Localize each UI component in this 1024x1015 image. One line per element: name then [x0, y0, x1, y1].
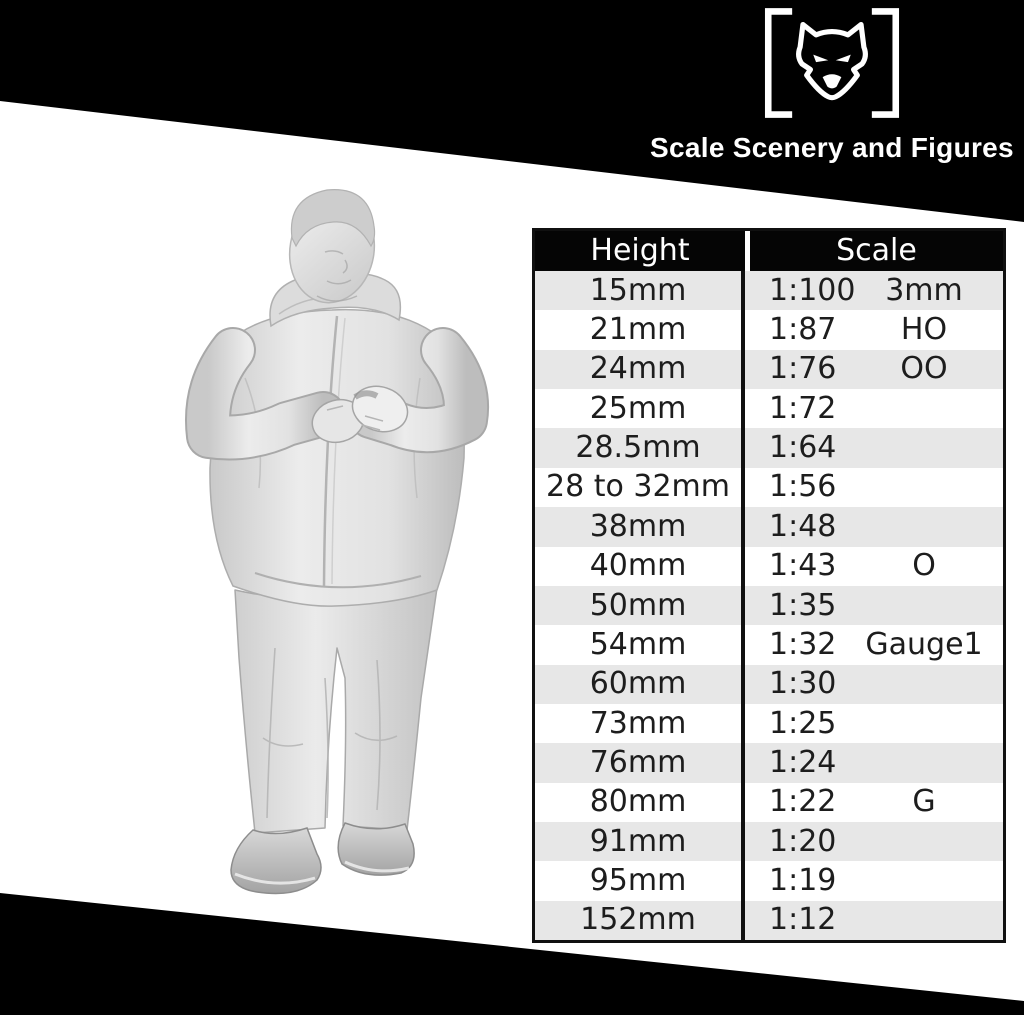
- column-header-height: Height: [535, 231, 745, 271]
- gauge-label: O: [912, 548, 936, 584]
- height-cell: 60mm: [535, 665, 745, 704]
- scale-cell: [745, 507, 1003, 546]
- scale-cell: [745, 861, 1003, 900]
- scale-ratio: 1:72: [769, 390, 837, 426]
- scale-cell: [745, 822, 1003, 861]
- height-cell: 54mm: [535, 625, 745, 664]
- table-row: [535, 310, 1003, 349]
- table-row: [535, 428, 1003, 467]
- table-header: [535, 231, 1003, 271]
- scale-cell: [745, 665, 1003, 704]
- height-cell: 21mm: [535, 310, 745, 349]
- wolf-head-icon: [799, 25, 866, 98]
- scale-ratio: 1:32: [769, 626, 837, 662]
- figure-jeans: [235, 588, 437, 833]
- table-row: [535, 704, 1003, 743]
- table-row: [535, 507, 1003, 546]
- height-cell: 95mm: [535, 861, 745, 900]
- scale-cell: [745, 743, 1003, 782]
- height-cell: 15mm: [535, 271, 745, 310]
- scale-cell: [745, 901, 1003, 940]
- table-row: [535, 271, 1003, 310]
- height-cell: 152mm: [535, 901, 745, 940]
- height-cell: 50mm: [535, 586, 745, 625]
- wolf-logo-icon: [757, 2, 907, 124]
- column-header-scale: Scale: [750, 231, 1003, 271]
- scale-cell: [745, 468, 1003, 507]
- table-row: [535, 468, 1003, 507]
- height-cell: 80mm: [535, 783, 745, 822]
- scale-ratio: 1:56: [769, 469, 837, 505]
- scale-ratio: 1:35: [769, 587, 837, 623]
- height-cell: 73mm: [535, 704, 745, 743]
- height-cell: 38mm: [535, 507, 745, 546]
- scale-ratio: 1:48: [769, 508, 837, 544]
- brand-name: Scale Scenery and Figures: [650, 132, 1014, 163]
- scale-cell: [745, 783, 1003, 822]
- scale-cell: [745, 625, 1003, 664]
- scale-ratio: 1:25: [769, 705, 837, 741]
- gauge-label: G: [912, 784, 936, 820]
- scale-cell: [745, 389, 1003, 428]
- scale-ratio: 1:24: [769, 744, 837, 780]
- height-cell: 28 to 32mm: [535, 468, 745, 507]
- scale-ratio: 1:43: [769, 548, 837, 584]
- scale-ratio: 1:20: [769, 823, 837, 859]
- height-cell: 24mm: [535, 350, 745, 389]
- scale-ratio: 1:87: [769, 312, 837, 348]
- table-row: [535, 586, 1003, 625]
- gauge-label: Gauge1: [865, 626, 983, 662]
- height-cell: 28.5mm: [535, 428, 745, 467]
- scale-ratio: 1:19: [769, 863, 837, 899]
- table-row: [535, 783, 1003, 822]
- height-cell: 91mm: [535, 822, 745, 861]
- gauge-label: OO: [900, 351, 948, 387]
- table-row: [535, 901, 1003, 940]
- scale-ratio: 1:30: [769, 666, 837, 702]
- bracket-left-icon: [768, 11, 789, 114]
- table-row: [535, 547, 1003, 586]
- table-row: [535, 861, 1003, 900]
- scale-ratio: 1:76: [769, 351, 837, 387]
- brand-logo: [640, 2, 1024, 164]
- bracket-right-icon: [875, 11, 896, 114]
- scale-ratio: 1:64: [769, 430, 837, 466]
- gauge-label: 3mm: [885, 272, 963, 308]
- table-body: [535, 271, 1003, 940]
- height-cell: 25mm: [535, 389, 745, 428]
- scanned-figure-image: [175, 178, 495, 913]
- scale-cell: [745, 271, 1003, 310]
- scale-ratio: 1:22: [769, 784, 837, 820]
- gauge-label: HO: [900, 312, 948, 348]
- figure-shoes: [231, 823, 414, 894]
- table-row: [535, 350, 1003, 389]
- table-row: [535, 625, 1003, 664]
- height-cell: 40mm: [535, 547, 745, 586]
- table-row: [535, 665, 1003, 704]
- scale-cell: [745, 586, 1003, 625]
- table-row: [535, 743, 1003, 782]
- scale-cell: [745, 704, 1003, 743]
- scale-cell: [745, 310, 1003, 349]
- scale-cell: [745, 350, 1003, 389]
- height-cell: 76mm: [535, 743, 745, 782]
- scale-cell: [745, 428, 1003, 467]
- scale-cell: [745, 547, 1003, 586]
- table-row: [535, 822, 1003, 861]
- table-row: [535, 389, 1003, 428]
- scale-ratio: 1:12: [769, 902, 837, 938]
- scale-table: [532, 228, 1006, 943]
- scale-ratio: 1:100: [769, 272, 856, 308]
